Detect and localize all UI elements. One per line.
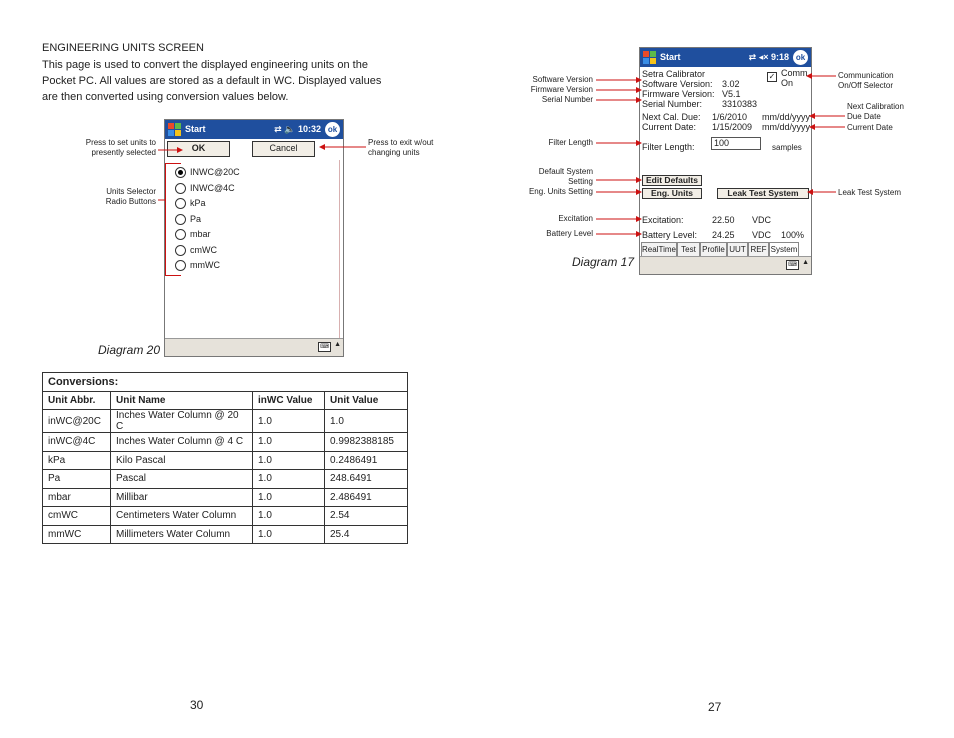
page-number-left: 30: [190, 698, 204, 712]
table-cell: 0.9982388185: [325, 433, 408, 452]
table-cell: 2.486491: [325, 488, 408, 507]
excitation-label: Excitation:: [642, 215, 684, 225]
callout-excitation: Excitation: [558, 214, 593, 223]
table-row: [43, 470, 408, 489]
callout-filter: Filter Length: [548, 138, 593, 147]
table-cell: 1.0: [253, 488, 325, 507]
table-cell: Millibar: [111, 488, 253, 507]
start-label[interactable]: Start: [660, 52, 681, 62]
callout-defaults: Default System Setting: [538, 167, 593, 186]
table-row: [43, 410, 408, 433]
intro-paragraph: This page is used to convert the displayed engineering units on the Pocket PC. All values are stored as a default in WC. Displayed values are then converted using conversion values below.: [42, 59, 382, 103]
ok-button[interactable]: OK: [167, 141, 230, 157]
table-cell: Centimeters Water Column: [111, 507, 253, 526]
edit-defaults-button[interactable]: Edit Defaults: [642, 175, 702, 186]
battery-value: 24.25: [712, 230, 735, 240]
filter-unit: samples: [772, 143, 802, 152]
tab-ref[interactable]: REF: [748, 242, 769, 258]
table-cell: 1.0: [253, 451, 325, 470]
input-arrow-icon[interactable]: ▲: [802, 259, 809, 266]
table-cell: 1.0: [325, 410, 408, 433]
callout-eng-units: Eng. Units Setting: [528, 187, 593, 196]
table-cell: 2.54: [325, 507, 408, 526]
table-header-cell: Unit Abbr.: [43, 391, 111, 410]
table-cell: inWC@20C: [43, 410, 111, 433]
table-row: [43, 488, 408, 507]
radio-label: kPa: [190, 198, 206, 208]
table-header-cell: inWC Value: [253, 391, 325, 410]
keyboard-icon[interactable]: ⌨: [318, 342, 331, 352]
clock: 9:18: [770, 52, 789, 62]
table-cell: cmWC: [43, 507, 111, 526]
current-date-label: Current Date:: [642, 122, 697, 132]
diagram-20-caption: Diagram 20: [98, 343, 161, 357]
table-cell: 1.0: [253, 507, 325, 526]
next-cal-value[interactable]: 1/6/2010: [712, 112, 748, 122]
callout-radio-text: Units Selector Radio Buttons: [105, 187, 156, 206]
comm-label-1: Comm: [781, 68, 808, 78]
clock: 10:32: [297, 124, 321, 134]
right-callout-arrows: [477, 0, 954, 300]
tab-test[interactable]: Test: [677, 242, 700, 258]
callout-current-date: Current Date: [847, 123, 893, 132]
callout-comm: Communication On/Off Selector: [838, 71, 894, 90]
diagram-17-caption: Diagram 17: [572, 255, 635, 269]
table-cell: 25.4: [325, 525, 408, 544]
table-cell: Pascal: [111, 470, 253, 489]
speaker-mute-icon[interactable]: ◂×: [758, 52, 769, 62]
comm-checkbox[interactable]: ✓: [768, 72, 776, 81]
table-header-cell: Unit Name: [111, 391, 253, 410]
table-cell: 1.0: [253, 525, 325, 544]
tab-realtime[interactable]: RealTime: [641, 242, 677, 258]
table-body: [43, 410, 408, 544]
conversions-table: [42, 372, 408, 544]
callout-battery: Battery Level: [546, 229, 593, 238]
start-label[interactable]: Start: [185, 124, 206, 134]
table-cell: 1.0: [253, 433, 325, 452]
battery-unit: VDC: [752, 230, 772, 240]
radio-label: INWC@20C: [190, 167, 240, 177]
callout-serial: Serial Number: [541, 95, 593, 104]
excitation-value: 22.50: [712, 215, 735, 225]
tab-system[interactable]: System: [769, 242, 799, 258]
callout-firmware: Firmware Version: [530, 85, 593, 94]
serial-value: 3310383: [722, 99, 758, 109]
next-cal-format: mm/dd/yyyy: [762, 112, 811, 122]
filter-input[interactable]: 100: [711, 137, 761, 150]
table-cell: kPa: [43, 451, 111, 470]
table-cell: Pa: [43, 470, 111, 489]
firmware-label: Firmware Version:: [642, 89, 715, 99]
next-cal-label: Next Cal. Due:: [642, 112, 701, 122]
callout-set-units-text: Press to set units to presently selected: [85, 138, 156, 157]
radio-label: Pa: [190, 213, 202, 224]
radio-label: cmWC: [190, 244, 217, 255]
table-cell: mmWC: [43, 525, 111, 544]
table-header-row: [43, 391, 408, 410]
table-row: [43, 451, 408, 470]
leak-test-button[interactable]: Leak Test System: [717, 188, 809, 199]
excitation-unit: VDC: [752, 215, 772, 225]
software-value: 3.02: [722, 79, 740, 89]
ok-badge[interactable]: ok: [793, 50, 808, 65]
speaker-icon[interactable]: 🔈: [284, 124, 296, 134]
current-date-value[interactable]: 1/15/2009: [712, 122, 753, 132]
battery-label: Battery Level:: [642, 230, 698, 240]
connectivity-icon[interactable]: ⇄: [748, 52, 757, 62]
ok-badge[interactable]: ok: [325, 122, 340, 137]
input-arrow-icon[interactable]: ▲: [334, 341, 341, 348]
serial-label: Serial Number:: [642, 99, 703, 109]
table-row: [43, 433, 408, 452]
table-cell: Inches Water Column @ 20 C: [111, 410, 253, 433]
table-cell: 0.2486491: [325, 451, 408, 470]
table-cell: 1.0: [253, 410, 325, 433]
table-row: [43, 507, 408, 526]
callout-software: Software Version: [532, 75, 593, 84]
keyboard-icon[interactable]: ⌨: [786, 260, 799, 270]
firmware-value: V5.1: [722, 89, 741, 99]
software-label: Software Version:: [642, 79, 713, 89]
table-cell: Inches Water Column @ 4 C: [111, 433, 253, 452]
table-cell: 1.0: [253, 470, 325, 489]
current-date-format: mm/dd/yyyy: [762, 122, 811, 132]
table-row: [43, 525, 408, 544]
table-cell: Millimeters Water Column: [111, 525, 253, 544]
filter-label: Filter Length:: [642, 142, 695, 152]
battery-percent: 100%: [781, 230, 805, 240]
radio-label: mmWC: [190, 260, 220, 270]
callout-leak-test: Leak Test System: [838, 188, 901, 197]
tab-profile[interactable]: Profile: [700, 242, 727, 258]
comm-label-2: On: [781, 78, 794, 88]
callout-exit-text: Press to exit w/out changing units: [368, 138, 434, 157]
left-callout-arrows: [0, 0, 477, 380]
radio-label: INWC@4C: [190, 182, 235, 193]
table-cell: 248.6491: [325, 470, 408, 489]
eng-units-button[interactable]: Eng. Units: [642, 188, 702, 199]
table-cell: Kilo Pascal: [111, 451, 253, 470]
table-cell: inWC@4C: [43, 433, 111, 452]
table-title: Conversions:: [43, 373, 408, 392]
section-heading: ENGINEERING UNITS SCREEN: [42, 42, 204, 54]
radio-label: mbar: [190, 229, 211, 239]
page-number-right: 27: [708, 700, 722, 714]
table-header-cell: Unit Value: [325, 391, 408, 410]
callout-next-cal: Next Calibration Due Date: [847, 102, 904, 121]
connectivity-icon[interactable]: ⇄: [274, 124, 282, 134]
tab-uut[interactable]: UUT: [727, 242, 748, 258]
cancel-button[interactable]: Cancel: [252, 141, 315, 157]
screen-title: Setra Calibrator: [642, 69, 706, 79]
table-cell: mbar: [43, 488, 111, 507]
